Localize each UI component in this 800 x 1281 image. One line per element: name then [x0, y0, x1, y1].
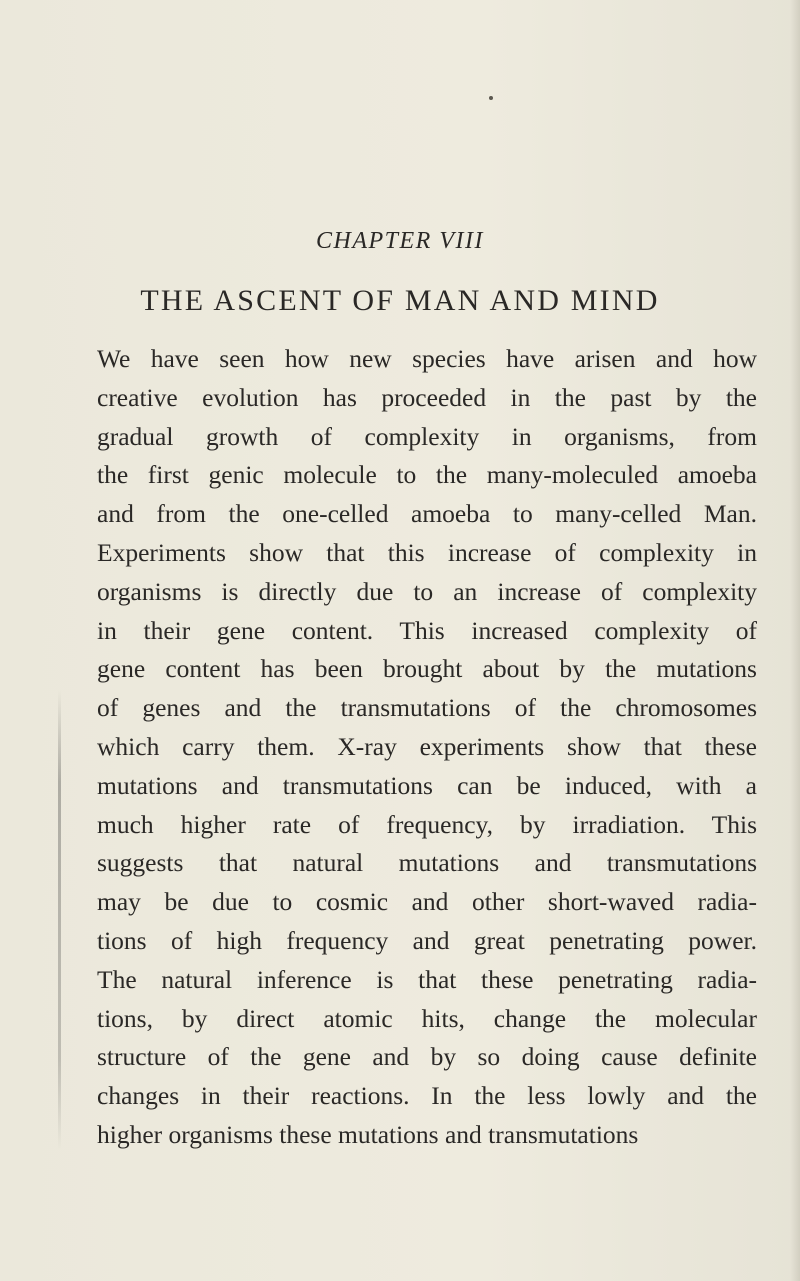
text-line: The natural inference is that these penetrating radia- [97, 964, 757, 994]
chapter-title: THE ASCENT OF MAN AND MIND [140, 284, 660, 317]
text-line: changes in their reactions. In the less lowly and the [97, 1081, 757, 1111]
text-line: organisms is directly due to an increase of complexity [97, 576, 757, 606]
text-line: in their gene content. This increased complexity of [97, 615, 757, 645]
text-line: suggests that natural mutations and transmutations [97, 848, 757, 878]
text-line: We have seen how new species have arisen and how [97, 344, 757, 373]
body-paragraph [97, 340, 757, 1155]
text-line: and from the one-celled amoeba to many-celled Man. [97, 499, 757, 529]
text-line: which carry them. X-ray experiments show that these [97, 731, 757, 761]
text-line: Experiments show that this increase of complexity in [97, 537, 757, 567]
text-line: much higher rate of frequency, by irradiation. This [97, 809, 757, 839]
text-line: tions, by direct atomic hits, change the molecular [97, 1003, 757, 1033]
text-line: tions of high frequency and great penetrating power. [97, 925, 757, 955]
text-line: gene content has been brought about by the mutations [97, 654, 757, 684]
page-edge-shadow [790, 0, 800, 1281]
text-line: of genes and the transmutations of the chromosomes [97, 693, 757, 723]
text-line: creative evolution has proceeded in the past by the [97, 382, 757, 412]
margin-mark [58, 690, 61, 1150]
text-line: mutations and transmutations can be induced, with a [97, 770, 757, 800]
ink-dot [489, 96, 493, 100]
text-line: higher organisms these mutations and transmutations [97, 1119, 639, 1149]
text-line: the first genic molecule to the many-moleculed amoeba [97, 460, 757, 490]
text-line: may be due to cosmic and other short-waved radia- [97, 887, 757, 917]
text-line: structure of the gene and by so doing cause definite [97, 1042, 757, 1072]
chapter-number: CHAPTER VIII [316, 228, 484, 254]
text-line: gradual growth of complexity in organisms, from [97, 421, 757, 451]
